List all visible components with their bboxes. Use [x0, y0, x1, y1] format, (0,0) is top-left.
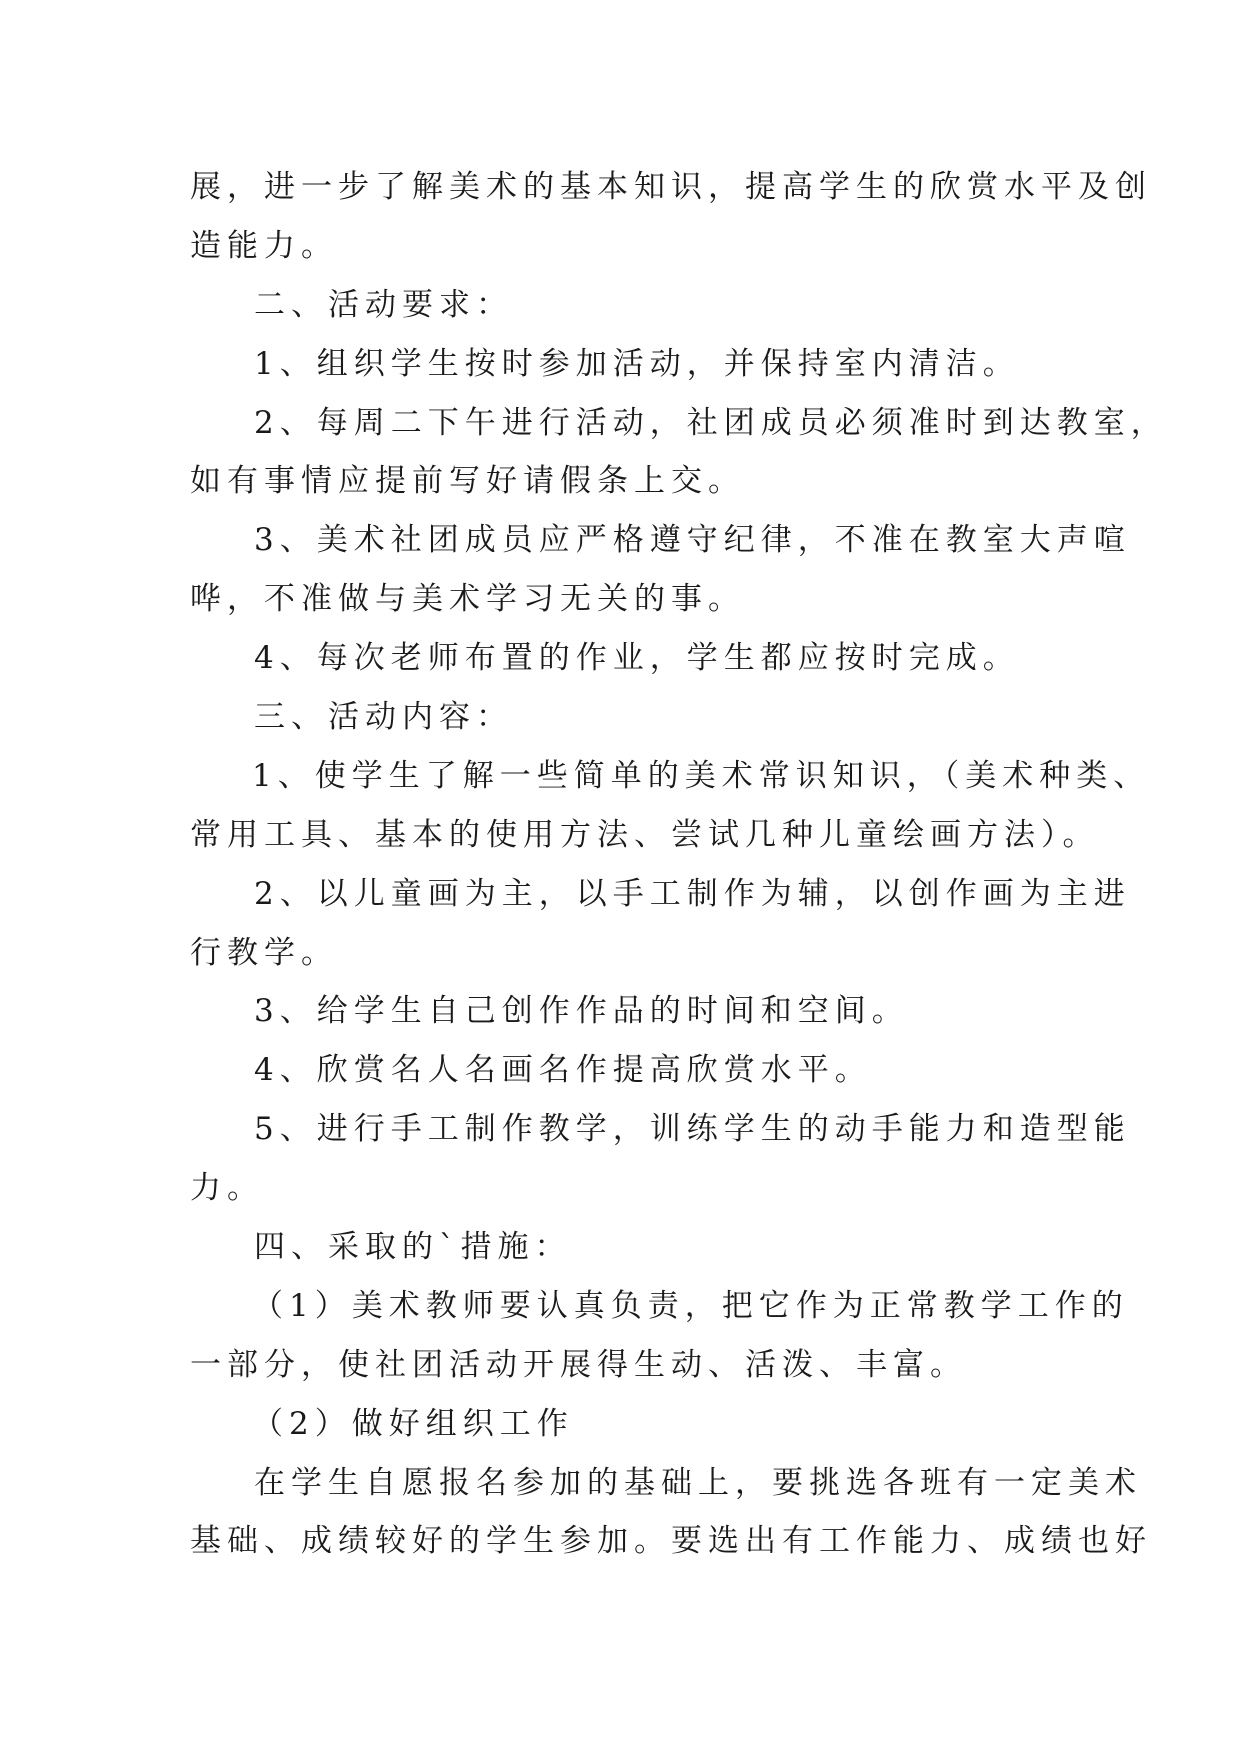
paragraph-line: 3、美术社团成员应严格遵守纪律，不准在教室大声喧 [254, 522, 1131, 559]
paragraph-line: （2）做好组织工作 [252, 1405, 574, 1442]
section-heading: 四、采取的`措施： [254, 1229, 572, 1266]
paragraph-line: 展，进一步了解美术的基本知识，提高学生的欣赏水平及创 [190, 169, 1152, 205]
paragraph-line: 造能力。 [190, 227, 338, 264]
paragraph-line: 2、以儿童画为主，以手工制作为辅，以创作画为主进 [254, 875, 1131, 912]
paragraph-line: 力。 [190, 1170, 264, 1207]
paragraph-line: 1、组织学生按时参加活动，并保持室内清洁。 [254, 345, 1020, 382]
paragraph-line: 一部分，使社团活动开展得生动、活泼、丰富。 [190, 1346, 967, 1383]
paragraph-line: 4、欣赏名人名画名作提高欣赏水平。 [254, 1052, 872, 1089]
paragraph-line: 2、每周二下午进行活动，社团成员必须准时到达教室， [254, 404, 1168, 441]
paragraph-line: 1、使学生了解一些简单的美术常识知识，（美术种类、 [252, 757, 1151, 794]
paragraph-line: 行教学。 [190, 934, 338, 971]
paragraph-line: 基础、成绩较好的学生参加。要选出有工作能力、成绩也好 [190, 1523, 1152, 1560]
section-heading: 二、活动要求： [254, 286, 513, 323]
document-body [190, 158, 1168, 1571]
paragraph-line: 5、进行手工制作教学，训练学生的动手能力和造型能 [254, 1111, 1131, 1148]
paragraph-line: 在学生自愿报名参加的基础上，要挑选各班有一定美术 [254, 1464, 1142, 1501]
paragraph-line: 如有事情应提前写好请假条上交。 [190, 463, 745, 500]
paragraph-line: （1）美术教师要认真负责，把它作为正常教学工作的 [252, 1287, 1129, 1324]
paragraph-line: 3、给学生自己创作作品的时间和空间。 [254, 993, 909, 1030]
paragraph-line: 4、每次老师布置的作业，学生都应按时完成。 [254, 640, 1020, 677]
section-heading: 三、活动内容： [254, 699, 513, 736]
paragraph-line: 哗，不准做与美术学习无关的事。 [190, 581, 745, 618]
paragraph-line: 常用工具、基本的使用方法、尝试几种儿童绘画方法）。 [190, 816, 1100, 853]
